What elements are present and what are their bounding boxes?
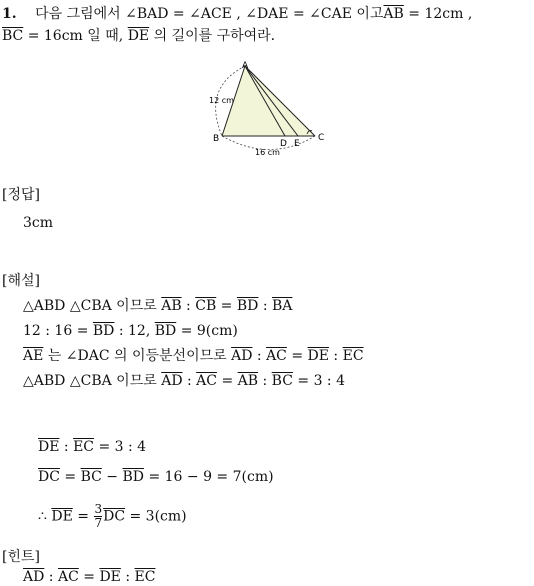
problem-number: 1. [2,6,17,22]
segment: $\overline{BC}$ [80,469,102,485]
solution-text: : [252,348,267,364]
label-b: B [213,134,220,144]
segment: $\overline{AB}$ [237,373,259,389]
triangle-fill [222,66,315,136]
length-bc: 16 cm [255,148,280,157]
segment: $\overline{EC}$ [342,348,364,364]
segment: $\overline{BD}$ [92,323,115,339]
problem-line-2 [2,27,275,45]
solution-line-3 [23,347,364,365]
label-d: D [280,139,287,149]
solution-text: = [216,298,237,314]
segment: $\overline{EC}$ [73,439,95,455]
fraction-denominator: 7 [94,516,103,530]
solution-text: = 16 − 9 = 7(cm) [144,469,274,485]
problem-line-1 [2,5,472,23]
problem-text: = 12cm , [403,6,473,22]
segment: $\overline{BD}$ [236,298,259,314]
segment: $\overline{AD}$ [231,348,253,364]
solution-text: 12 : 16 = [23,323,93,339]
solution-line-1 [23,297,292,315]
segment: $\overline{DC}$ [38,469,60,485]
solution-line-2 [23,322,238,340]
solution-heading: [해설] [2,273,40,289]
segment-bc: $\overline{BC}$ [2,28,24,44]
solution-text: : [258,298,273,314]
segment: $\overline{AC}$ [196,373,217,389]
segment: $\overline{AC}$ [57,569,79,585]
solution-text: △ABD △CBA 이므로 [23,298,162,314]
solution-text: = 3(cm) [125,508,187,525]
segment: $\overline{BD}$ [154,323,177,339]
label-a: A [242,61,249,71]
segment: $\overline{AB}$ [161,298,182,314]
segment: $\overline{AD}$ [23,569,45,585]
segment: $\overline{DC}$ [103,508,126,525]
hint-line-1 [23,568,155,586]
segment: $\overline{AE}$ [23,348,44,364]
solution-line-6 [38,468,274,486]
segment: $\overline{EC}$ [134,569,156,585]
solution-text: 는 ∠DAC 의 이등분선이므로 [43,348,232,364]
segment-de: $\overline{DE}$ [127,28,150,44]
solution-text: = [59,469,81,485]
length-ab: 12 cm [209,96,234,105]
solution-text: = [217,373,238,389]
segment: $\overline{BD}$ [122,469,144,485]
solution-text: = [72,508,94,525]
solution-text: − [101,469,123,485]
hint-text: : [120,569,135,585]
segment: $\overline{DE}$ [99,569,121,585]
solution-text: ∴ [38,508,52,525]
problem-text: 의 길이를 구하여라. [149,28,276,44]
solution-text: = [286,348,308,364]
hint-text: : [44,569,58,585]
segment: $\overline{BA}$ [272,298,293,314]
label-c: C [318,133,325,143]
solution-line-7 [38,503,187,530]
segment: $\overline{DE}$ [51,508,73,525]
segment: $\overline{DE}$ [38,439,60,455]
solution-text: = 9(cm) [176,323,238,339]
solution-text: = 3 : 4 [292,373,345,389]
solution-text: : [258,373,272,389]
label-e: E [294,139,300,149]
segment: $\overline{AD}$ [161,373,183,389]
segment: $\overline{BC}$ [271,373,293,389]
solution-text: : [181,298,196,314]
fraction-numerator: 3 [94,502,103,516]
answer-heading: [정답] [2,187,40,203]
solution-text: : 12, [114,323,155,339]
segment-ab: $\overline{AB}$ [383,6,404,22]
segment: $\overline{DE}$ [307,348,329,364]
triangle-figure [200,58,335,160]
solution-text: : [328,348,343,364]
solution-text: : [59,439,74,455]
answer-value: 3cm [23,215,54,231]
hint-heading: [힌트] [2,549,40,565]
solution-line-5 [38,438,146,456]
hint-text: = [78,569,100,585]
solution-text: = 3 : 4 [94,439,147,455]
segment: $\overline{AC}$ [266,348,287,364]
fraction [94,503,102,530]
segment: $\overline{CB}$ [195,298,217,314]
problem-text: = 16cm 일 때, [23,28,128,44]
problem-text: 다음 그림에서 ∠BAD = ∠ACE , ∠DAE = ∠CAE 이고 [35,6,384,22]
solution-line-4 [23,372,345,390]
solution-text: △ABD △CBA 이므로 [23,373,162,389]
solution-text: : [182,373,197,389]
